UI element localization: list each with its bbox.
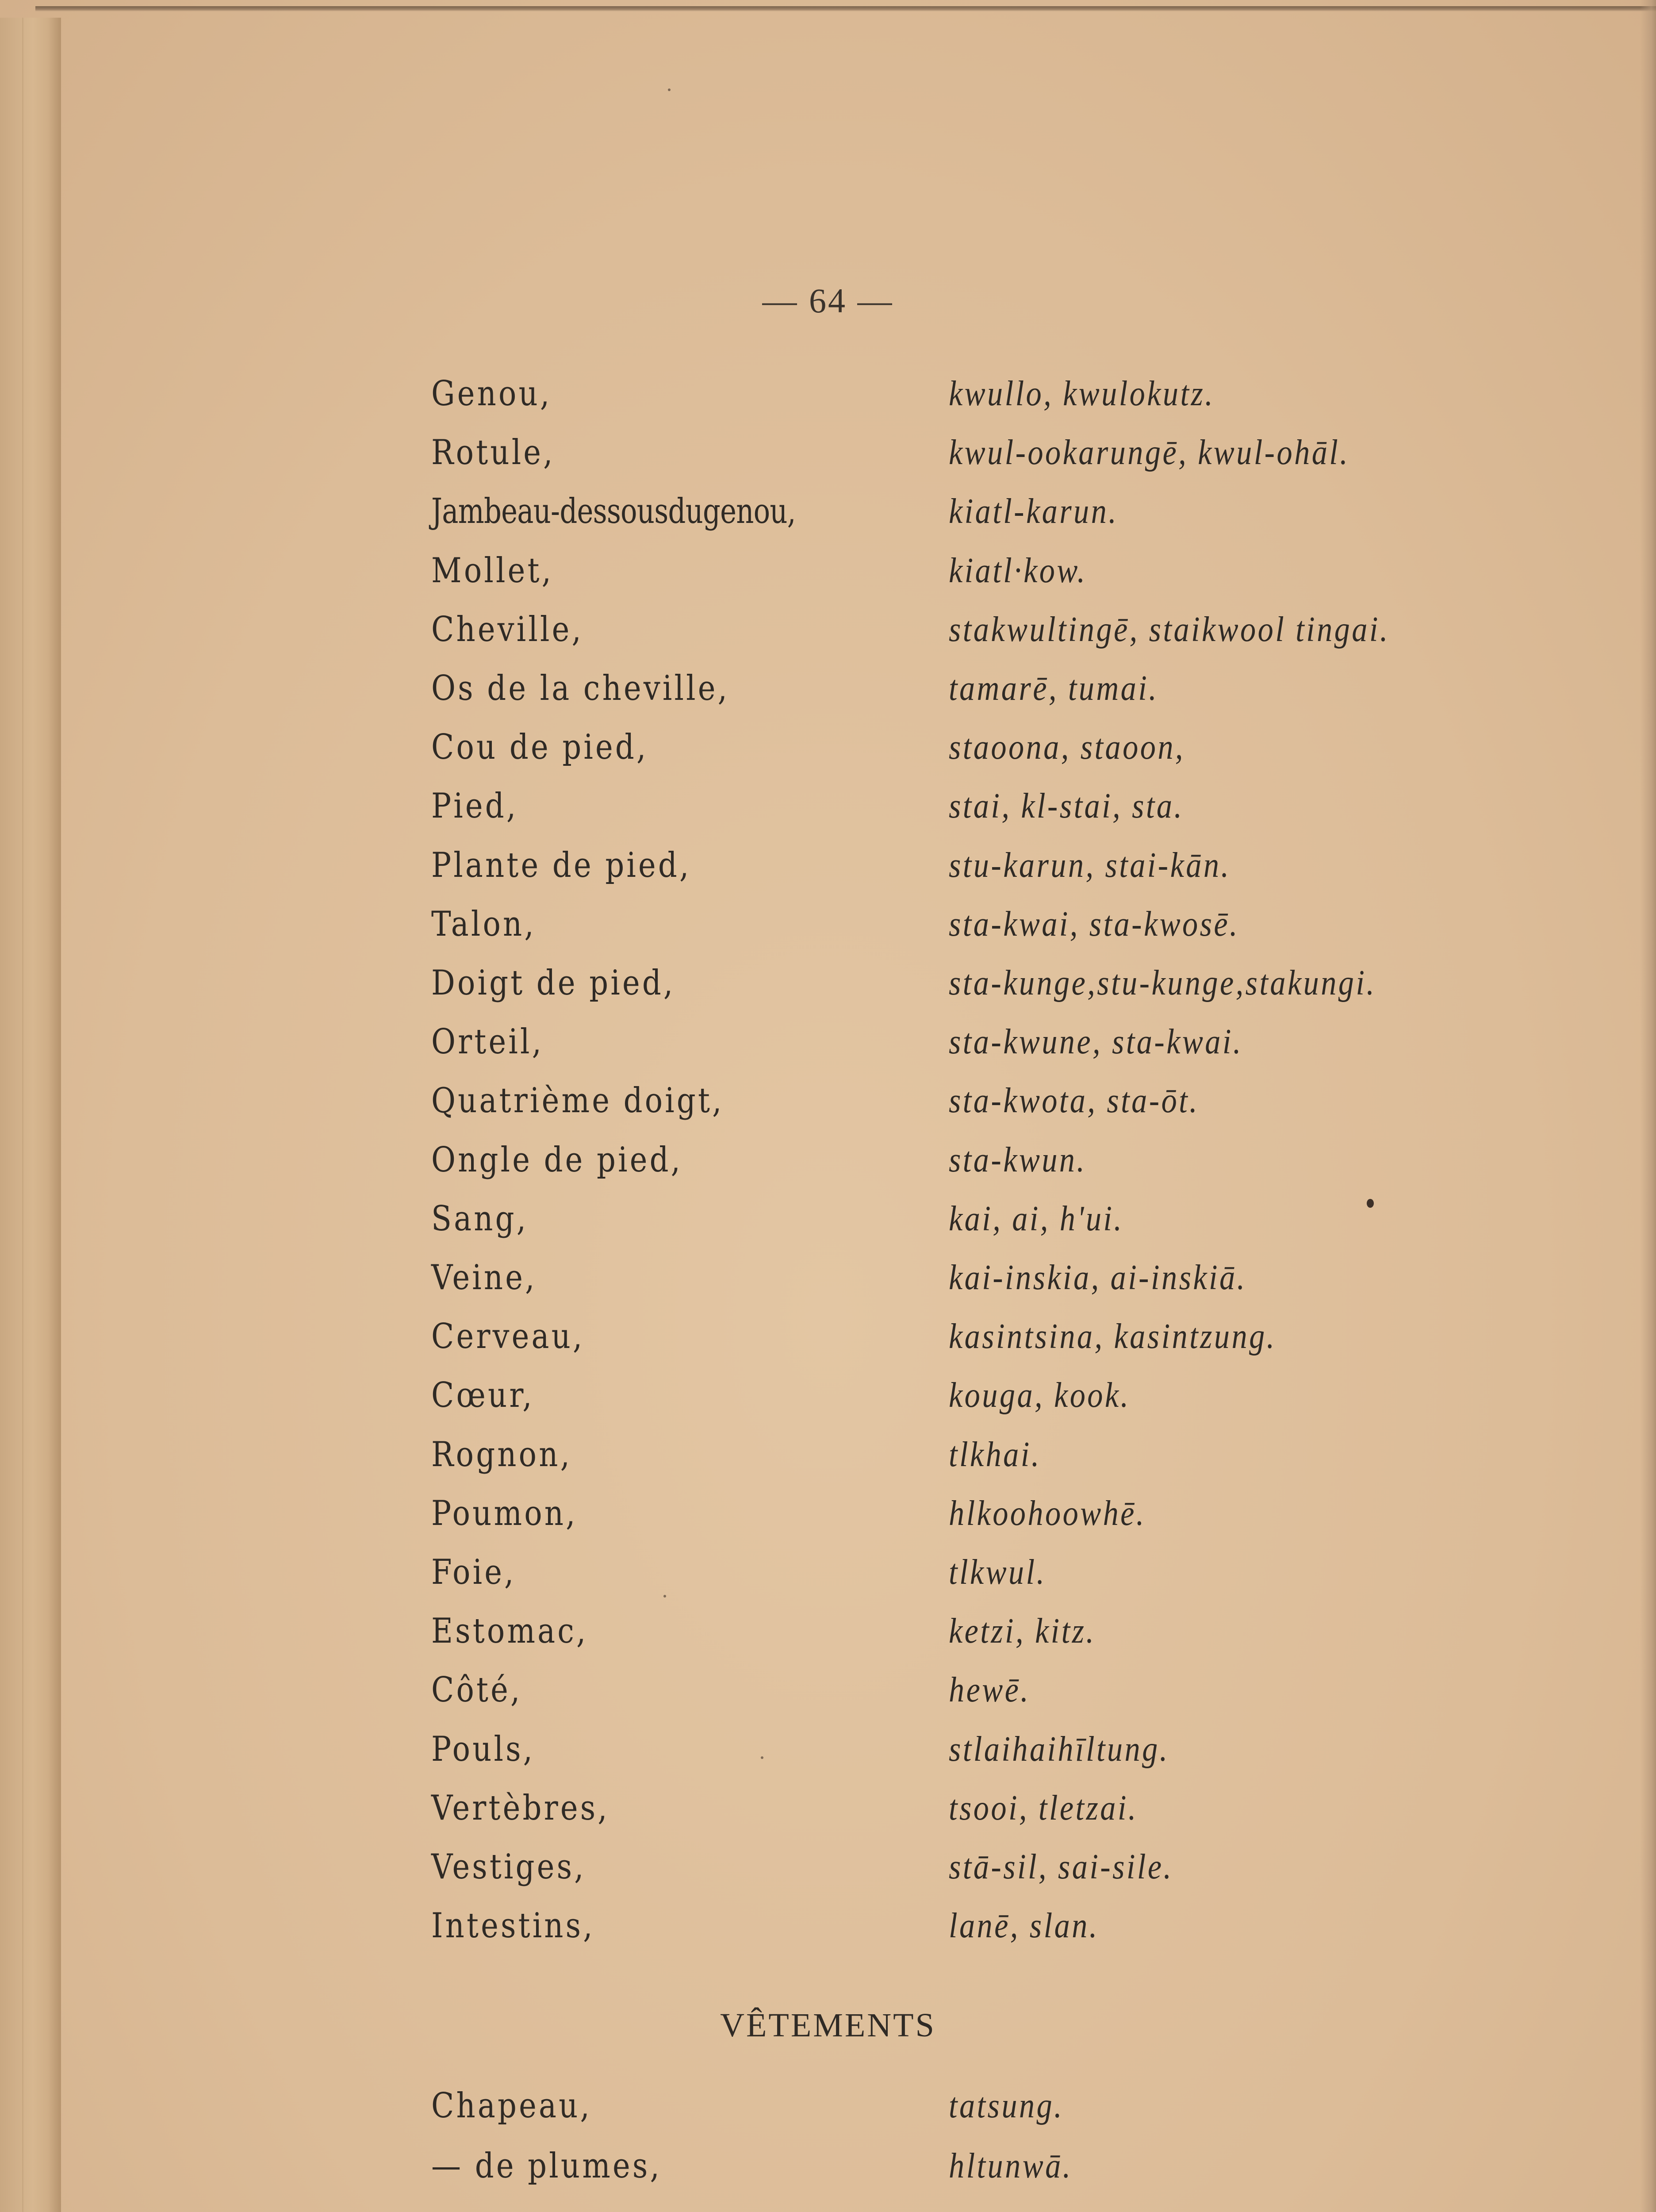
french-term: Côté, (431, 1670, 522, 1710)
french-term: Veine, (431, 1258, 537, 1298)
vocabulary-entry (0, 1258, 1656, 1317)
native-translation: sta-kwune, sta-kwai. (949, 1022, 1243, 1062)
native-translation: kouga, kook. (949, 1376, 1131, 1415)
native-translation: hltunwā. (949, 2147, 1073, 2185)
french-term: Chapeau, (431, 2086, 592, 2126)
native-translation: sta-kwota, sta-ōt. (949, 1081, 1200, 1121)
french-term: Poumon, (431, 1493, 578, 1533)
french-term: Intestins, (431, 1906, 595, 1946)
vocabulary-entry (0, 610, 1656, 668)
native-translation: ketzi, kitz. (949, 1612, 1096, 1651)
vocabulary-entry (0, 845, 1656, 904)
native-translation: lanē, slan. (949, 1906, 1099, 1946)
native-translation: sta-kunge,stu-kunge,stakungi. (949, 964, 1376, 1002)
native-translation: kwul-ookarungē, kwul-ohāl. (949, 433, 1350, 472)
ink-speck (761, 1756, 763, 1759)
vocabulary-entry (0, 2086, 1656, 2145)
vocabulary-entry (0, 1140, 1656, 1199)
vocabulary-entry (0, 904, 1656, 963)
vocabulary-entry (0, 963, 1656, 1022)
native-translation: kai-inskia, ai-inskiā. (949, 1258, 1247, 1297)
native-translation: tamarē, tumai. (949, 669, 1159, 708)
french-term: Talon, (431, 904, 536, 944)
vocabulary-entry (0, 1670, 1656, 1729)
vocabulary-entry (0, 1081, 1656, 1140)
french-term: Pied, (431, 786, 518, 826)
french-term: Vertèbres, (431, 1788, 610, 1828)
vocabulary-entry (0, 668, 1656, 727)
french-term: Quatrième doigt, (431, 1081, 724, 1121)
native-translation: tlkhai. (949, 1435, 1041, 1474)
native-translation: tsooi, tletzai. (949, 1788, 1138, 1828)
french-term: Cou de pied, (431, 727, 648, 768)
french-term: Os de la cheville, (431, 668, 730, 708)
native-translation: kiatl-karun. (949, 492, 1119, 531)
vocabulary-entry (0, 551, 1656, 610)
native-translation: kasintsina, kasintzung. (949, 1317, 1276, 1356)
french-term: Cœur, (431, 1375, 534, 1416)
page-top-edge (35, 6, 1656, 12)
native-translation: stā-sil, sai-sile. (949, 1847, 1173, 1886)
ink-speck (663, 1595, 666, 1598)
french-term: Ongle de pied, (431, 1140, 683, 1180)
native-translation: tatsung. (949, 2086, 1064, 2125)
french-term: Cheville, (431, 609, 583, 649)
french-term: — de plumes, (431, 2146, 662, 2186)
french-term: Mollet, (431, 550, 554, 591)
vocabulary-entry (0, 374, 1656, 433)
vocabulary-entry (0, 1375, 1656, 1434)
french-term: Genou, (431, 374, 552, 414)
native-translation: hlkoohoowhē. (949, 1494, 1146, 1533)
vocabulary-entry (0, 1435, 1656, 1494)
french-term: Estomac, (431, 1611, 588, 1651)
native-translation: kai, ai, h'ui. (949, 1199, 1124, 1238)
vocabulary-entry (0, 1729, 1656, 1788)
vocabulary-entry (0, 1611, 1656, 1670)
vocabulary-entry (0, 433, 1656, 492)
vocabulary-entry (0, 727, 1656, 786)
vocabulary-entry (0, 1199, 1656, 1258)
french-term: Foie, (431, 1552, 516, 1592)
native-translation: tlkwul. (949, 1553, 1046, 1592)
native-translation: kiatl·kow. (949, 551, 1087, 590)
french-term: Rotule, (431, 433, 555, 473)
french-term: Sang, (431, 1198, 529, 1239)
french-term: Cerveau, (431, 1317, 585, 1357)
french-term: Vestiges, (431, 1847, 586, 1887)
french-term: Doigt de pied, (431, 963, 675, 1003)
native-translation: stlaihaihīltung. (949, 1729, 1169, 1769)
vocabulary-entry (0, 1906, 1656, 1965)
vocabulary-entry (0, 1788, 1656, 1847)
french-term: Jambeau-dessousdugenou, (431, 492, 796, 532)
native-translation: sta-kwun. (949, 1140, 1087, 1179)
native-translation: sta-kwai, sta-kwosē. (949, 904, 1240, 944)
vocabulary-entry (0, 1552, 1656, 1611)
vocabulary-entry (0, 786, 1656, 845)
native-translation: kwullo, kwulokutz. (949, 374, 1215, 413)
vocabulary-entry (0, 1022, 1656, 1081)
native-translation: stai, kl-stai, sta. (949, 787, 1184, 826)
ink-speck (1367, 1199, 1374, 1208)
french-term: Plante de pied, (431, 845, 691, 885)
french-term: Pouls, (431, 1729, 535, 1769)
vocabulary-entry (0, 1847, 1656, 1906)
french-term: Rognon, (431, 1434, 572, 1475)
vocabulary-entry (0, 1317, 1656, 1375)
ink-speck (668, 88, 671, 91)
vocabulary-entry (0, 2146, 1656, 2205)
section-heading-vetements: VÊTEMENTS (720, 2007, 936, 2044)
native-translation: stakwultingē, staikwool tingai. (949, 610, 1390, 649)
vocabulary-entry (0, 492, 1656, 550)
page-number: — 64 — (762, 281, 894, 320)
vocabulary-entry (0, 1494, 1656, 1552)
native-translation: staoona, staoon, (949, 728, 1185, 767)
native-translation: hewē. (949, 1671, 1031, 1710)
french-term: Orteil, (431, 1022, 544, 1062)
native-translation: stu-karun, stai-kān. (949, 845, 1231, 885)
